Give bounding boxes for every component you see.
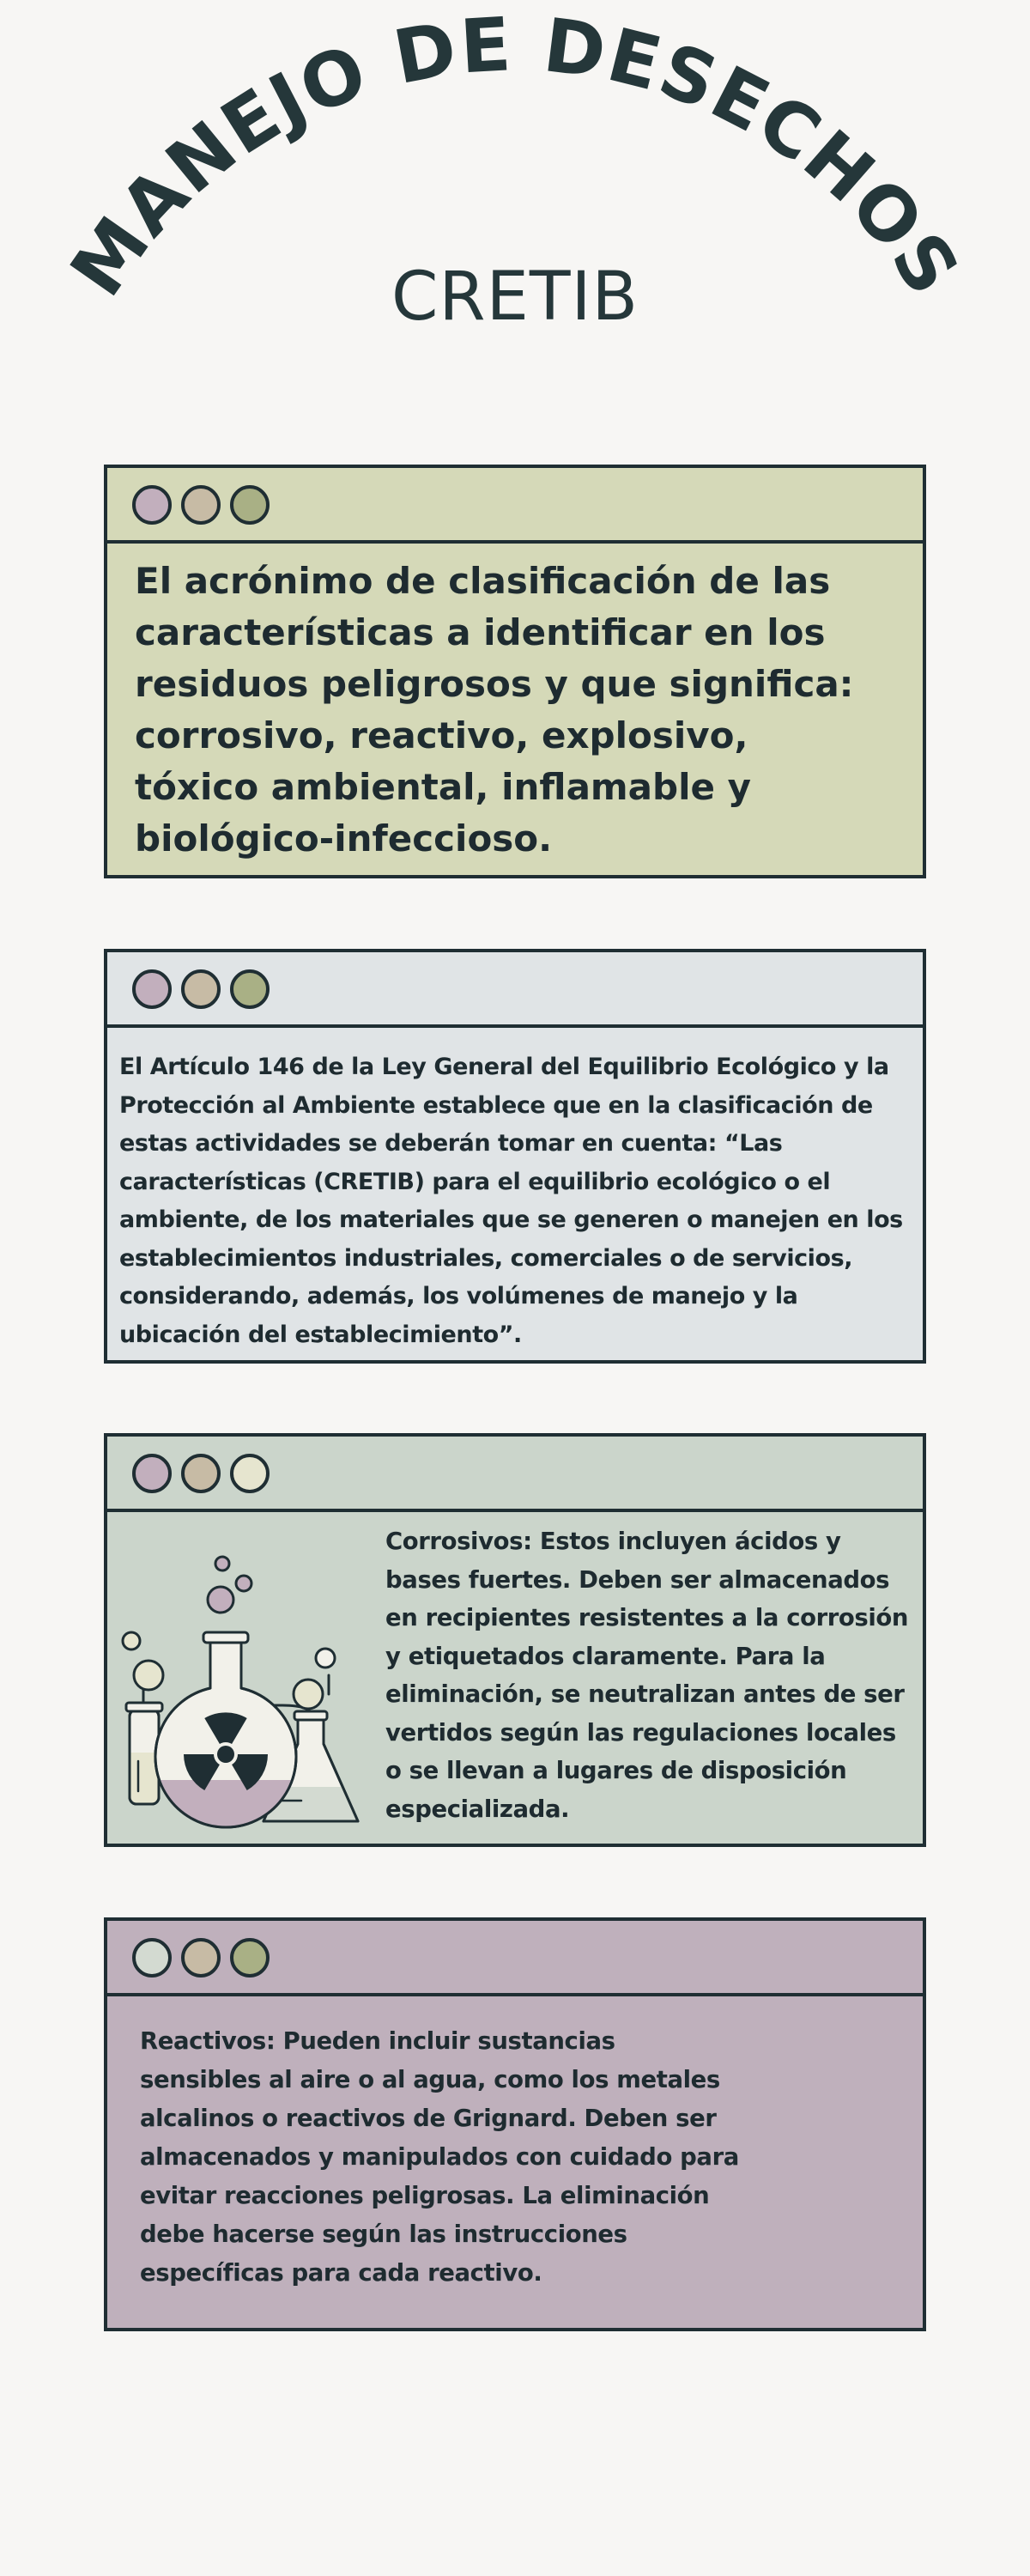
window-dot-3 <box>230 1938 270 1978</box>
window-bar <box>107 1921 923 1996</box>
definition-text: El acrónimo de clasificación de las características a identificar en los residuos peligrosos y que significa: corrosivo, reactivo, explosivo, tóxico ambiental, inflamable y biológico-infeccioso. <box>135 560 854 860</box>
window-dot-2 <box>181 969 221 1009</box>
window-dot-2 <box>181 485 221 525</box>
window-dot-1 <box>132 1454 172 1493</box>
reactive-text: Reactivos: Pueden incluir sustancias sensibles al aire o al agua, como los metales alcalinos o reactivos de Grignard. Deben ser almacenados y manipulados con cuidado para evitar reacciones peligrosas. La eliminación debe hacerse según las instrucciones específicas para cada reactivo. <box>140 2027 739 2287</box>
page-subtitle: CRETIB <box>391 258 639 336</box>
window-dot-1 <box>132 485 172 525</box>
page-title-text: MANEJO DE DESECHOS <box>54 2 977 312</box>
window-dot-3 <box>230 969 270 1009</box>
window-dot-1 <box>132 969 172 1009</box>
window-dot-3 <box>230 485 270 525</box>
radioactive-flask-icon <box>119 1546 368 1838</box>
window-bar <box>107 468 923 544</box>
window-dot-1 <box>132 1938 172 1978</box>
window-dot-3 <box>230 1454 270 1493</box>
definition-card <box>104 465 926 878</box>
title-arc <box>0 0 1030 395</box>
window-dot-2 <box>181 1938 221 1978</box>
window-dot-2 <box>181 1454 221 1493</box>
corrosive-card <box>104 1433 926 1847</box>
legal-article-card <box>104 949 926 1364</box>
legal-article-text: El Artículo 146 de la Ley General del Equilibrio Ecológico y la Protección al Ambiente establece que en la clasificación de estas actividades se deberán tomar en cuenta: “Las características (CRETIB) para el equilibrio ecológico o el ambiente, de los materiales que se generen o manejen en los establecimientos industriales, comerciales o de servicios, considerando, además, los volúmenes de manejo y la ubicación del establecimiento”. <box>119 1054 903 1348</box>
corrosive-text: Corrosivos: Estos incluyen ácidos y bases fuertes. Deben ser almacenados en recipientes resistentes a la corrosión y etiquetados claramente. Para la eliminación, se neutralizan antes de ser vertidos según las regulaciones locales o se llevan a lugares de disposición especializada. <box>385 1528 909 1823</box>
window-bar <box>107 1437 923 1512</box>
window-bar <box>107 952 923 1028</box>
reactive-card <box>104 1917 926 2331</box>
